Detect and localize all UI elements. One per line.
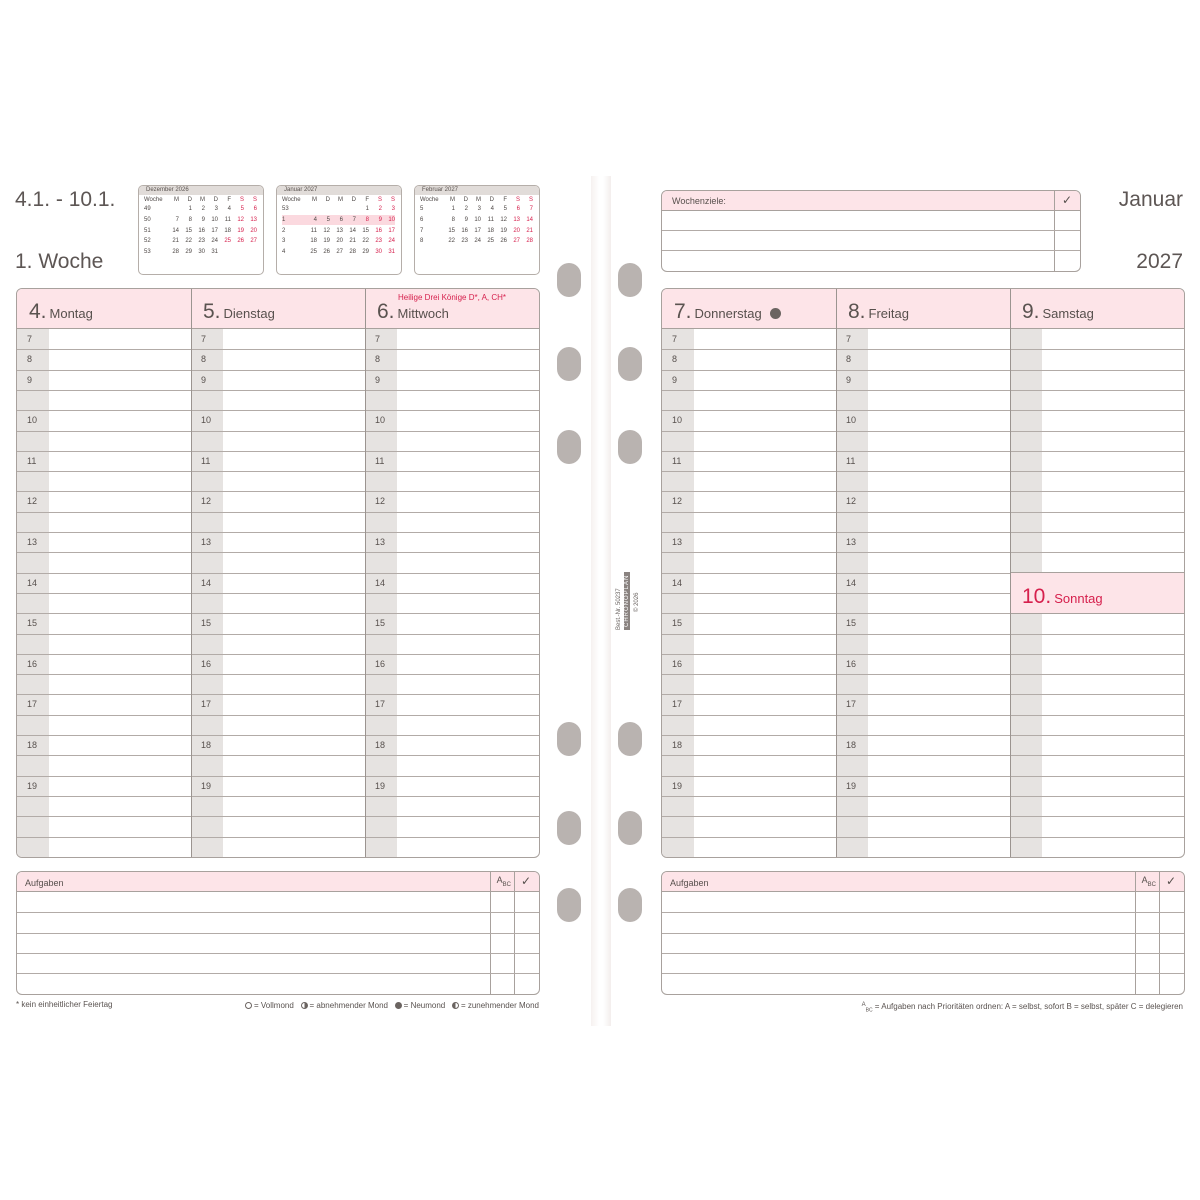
binder-spine xyxy=(591,176,611,1026)
punch-hole xyxy=(618,347,642,381)
priority-abc-icon: $A_{BC}$ xyxy=(496,875,511,888)
mini-calendar-week-row: 6 8 9 10 11 12 13 14 xyxy=(420,217,533,224)
mini-calendar: Februar 2027 Woche M D M D F S S 5 1 2 3 4 5 6 7 6 8 9 10 11 12 13 14 7 15 16 17 18 19 20 21 8 22 23 24 25 26 27 28 xyxy=(414,185,540,275)
mini-calendar: Januar 2027 Woche M D M D F S S 53 1 2 3 1 4 5 6 7 8 9 10 2 11 12 13 14 15 16 17 3 18 19 20 21 22 23 24 4 25 26 27 28 29 30 31 xyxy=(276,185,402,275)
mini-calendar-week-row: 7 15 16 17 18 19 20 21 xyxy=(420,227,533,234)
day-column[interactable] xyxy=(191,289,365,857)
hour-label: 9 xyxy=(201,375,207,385)
hour-label: 19 xyxy=(27,781,38,791)
day-column[interactable] xyxy=(365,289,539,857)
hour-label: 16 xyxy=(27,659,38,669)
mini-calendar-title: Januar 2027 xyxy=(277,186,401,195)
hour-label: 11 xyxy=(201,456,211,466)
holiday-footnote: * kein einheitlicher Feiertag xyxy=(16,1000,113,1009)
hour-label: 15 xyxy=(375,618,386,628)
hour-label: 10 xyxy=(375,415,386,425)
hour-label: 18 xyxy=(375,740,386,750)
day-title: 4. Montag xyxy=(29,300,93,323)
hour-label: 18 xyxy=(672,740,683,750)
moon-legend: = Vollmond = abnehmender Mond = Neumond = zunehmender Mond xyxy=(245,1001,539,1010)
hour-label: 11 xyxy=(846,456,856,466)
mini-calendar-title: Dezember 2026 xyxy=(139,186,263,195)
hour-label: 11 xyxy=(375,456,385,466)
holiday-label: Heilige Drei Könige D*, A, CH* xyxy=(398,293,507,302)
punch-hole xyxy=(618,722,642,756)
hour-label: 15 xyxy=(672,618,683,628)
hour-label: 11 xyxy=(27,456,37,466)
mini-calendar: Dezember 2026 Woche M D M D F S S 49 1 2 3 4 5 6 50 7 8 9 10 11 12 13 51 14 15 16 17 18 19 20 52 21 22 23 24 25 26 27 53 28 29 30 31 xyxy=(138,185,264,275)
mini-calendar-week-row: 1 4 5 6 7 8 9 10 xyxy=(282,215,395,226)
full-moon-icon xyxy=(245,1002,252,1009)
hour-label: 8 xyxy=(27,354,33,364)
week-days-right-panel xyxy=(661,288,1185,858)
day-header xyxy=(662,289,836,329)
check-icon: ✓ xyxy=(1165,874,1176,888)
week-days-left-panel xyxy=(16,288,540,858)
hour-label: 18 xyxy=(27,740,38,750)
hour-label: 8 xyxy=(846,354,852,364)
sunday-header xyxy=(1010,572,1184,614)
mini-calendar-week-row: 53 28 29 30 31 xyxy=(144,249,218,256)
waxing-moon-icon xyxy=(452,1002,459,1009)
hour-label: 12 xyxy=(672,496,683,506)
hour-label: 12 xyxy=(27,496,38,506)
year-label: 2027 xyxy=(1136,250,1183,273)
hour-label: 7 xyxy=(846,334,852,344)
hour-label: 15 xyxy=(27,618,38,628)
mini-calendar-week-row: 50 7 8 9 10 11 12 13 xyxy=(144,217,257,224)
hour-label: 12 xyxy=(846,496,857,506)
hour-label: 14 xyxy=(375,578,386,588)
hour-label: 9 xyxy=(846,375,852,385)
punch-hole xyxy=(557,430,581,464)
punch-hole xyxy=(557,263,581,297)
hour-label: 13 xyxy=(672,537,683,547)
hour-label: 10 xyxy=(201,415,212,425)
week-label: 1. Woche xyxy=(15,250,104,273)
punch-hole xyxy=(618,263,642,297)
weekly-goals-box[interactable] xyxy=(661,190,1081,272)
new-moon-icon xyxy=(395,1002,402,1009)
hour-label: 14 xyxy=(27,578,38,588)
day-column[interactable] xyxy=(836,289,1010,857)
check-icon: ✓ xyxy=(1061,193,1072,207)
day-header xyxy=(1010,289,1184,329)
mini-calendar-week-row: 5 1 2 3 4 5 6 7 xyxy=(420,206,533,213)
hour-label: 14 xyxy=(201,578,212,588)
day-column[interactable] xyxy=(17,289,191,857)
punch-hole xyxy=(618,811,642,845)
new-moon-icon xyxy=(770,308,781,319)
hour-label: 10 xyxy=(27,415,38,425)
tasks-box-right[interactable] xyxy=(661,871,1185,995)
day-title: 9. Samstag xyxy=(1022,300,1094,323)
day-column[interactable] xyxy=(1010,289,1184,857)
punch-hole xyxy=(557,888,581,922)
hour-label: 15 xyxy=(846,618,857,628)
day-title: 8. Freitag xyxy=(848,300,909,323)
hour-label: 18 xyxy=(846,740,857,750)
goals-label: Wochenziele: xyxy=(672,196,726,206)
day-title: 5. Dienstag xyxy=(203,300,275,323)
hour-label: 9 xyxy=(672,375,678,385)
sunday-title: 10. Sonntag xyxy=(1022,585,1103,608)
hour-label: 8 xyxy=(375,354,381,364)
hour-label: 16 xyxy=(672,659,683,669)
check-icon: ✓ xyxy=(520,874,531,888)
mini-calendar-week-row: 53 1 2 3 xyxy=(282,206,395,213)
hour-label: 17 xyxy=(672,699,683,709)
priority-abc-icon: $A_{BC}$ xyxy=(1141,875,1156,888)
hour-label: 8 xyxy=(672,354,678,364)
hour-label: 16 xyxy=(375,659,386,669)
mini-calendar-week-row: 51 14 15 16 17 18 19 20 xyxy=(144,227,257,234)
priority-note: $^A_{BC}$ = Aufgaben nach Prioritäten ordnen: A = selbst, sofort B = selbst, später C = delegieren xyxy=(861,1002,1183,1014)
hour-label: 7 xyxy=(27,334,33,344)
waning-moon-icon xyxy=(301,1002,308,1009)
hour-label: 13 xyxy=(201,537,212,547)
hour-label: 14 xyxy=(672,578,683,588)
hour-label: 10 xyxy=(672,415,683,425)
month-label: Januar xyxy=(1118,188,1183,211)
hour-label: 15 xyxy=(201,618,212,628)
hour-label: 13 xyxy=(375,537,386,547)
hour-label: 18 xyxy=(201,740,212,750)
mini-calendar-week-row: 3 18 19 20 21 22 23 24 xyxy=(282,238,395,245)
hour-label: 19 xyxy=(846,781,857,791)
hour-label: 19 xyxy=(672,781,683,791)
hour-label: 10 xyxy=(846,415,857,425)
tasks-box-left[interactable] xyxy=(16,871,540,995)
day-column[interactable] xyxy=(662,289,836,857)
day-title: 6. Mittwoch xyxy=(377,300,449,323)
mini-calendar-week-row: 4 25 26 27 28 29 30 31 xyxy=(282,249,395,256)
mini-calendar-week-row: 52 21 22 23 24 25 26 27 xyxy=(144,238,257,245)
hour-label: 7 xyxy=(201,334,207,344)
day-header xyxy=(17,289,191,329)
punch-hole xyxy=(557,347,581,381)
hour-label: 7 xyxy=(672,334,678,344)
hour-label: 16 xyxy=(846,659,857,669)
hour-label: 19 xyxy=(375,781,386,791)
mini-calendar-week-row: 2 11 12 13 14 15 16 17 xyxy=(282,227,395,234)
hour-label: 12 xyxy=(375,496,386,506)
hour-label: 16 xyxy=(201,659,212,669)
hour-label: 7 xyxy=(375,334,381,344)
hour-label: 19 xyxy=(201,781,212,791)
hour-label: 13 xyxy=(846,537,857,547)
hour-label: 11 xyxy=(672,456,682,466)
hour-label: 8 xyxy=(201,354,207,364)
tasks-label: Aufgaben xyxy=(25,878,64,888)
mini-calendar-week-row: 49 1 2 3 4 5 6 xyxy=(144,206,257,213)
hour-label: 17 xyxy=(27,699,38,709)
day-title: 7. Donnerstag xyxy=(674,300,781,324)
hour-label: 9 xyxy=(375,375,381,385)
hour-label: 12 xyxy=(201,496,212,506)
day-header xyxy=(836,289,1010,329)
hour-label: 9 xyxy=(27,375,33,385)
punch-hole xyxy=(618,888,642,922)
mini-calendar-title: Februar 2027 xyxy=(415,186,539,195)
hour-label: 17 xyxy=(375,699,386,709)
mini-calendar-week-row: 8 22 23 24 25 26 27 28 xyxy=(420,238,533,245)
punch-hole xyxy=(557,811,581,845)
hour-label: 14 xyxy=(846,578,857,588)
hour-label: 17 xyxy=(201,699,212,709)
date-range: 4.1. - 10.1. xyxy=(15,188,116,211)
day-header xyxy=(191,289,365,329)
tasks-label: Aufgaben xyxy=(670,878,709,888)
hour-label: 13 xyxy=(27,537,38,547)
punch-hole xyxy=(557,722,581,756)
punch-hole xyxy=(618,430,642,464)
hour-label: 17 xyxy=(846,699,857,709)
day-header xyxy=(365,289,539,329)
